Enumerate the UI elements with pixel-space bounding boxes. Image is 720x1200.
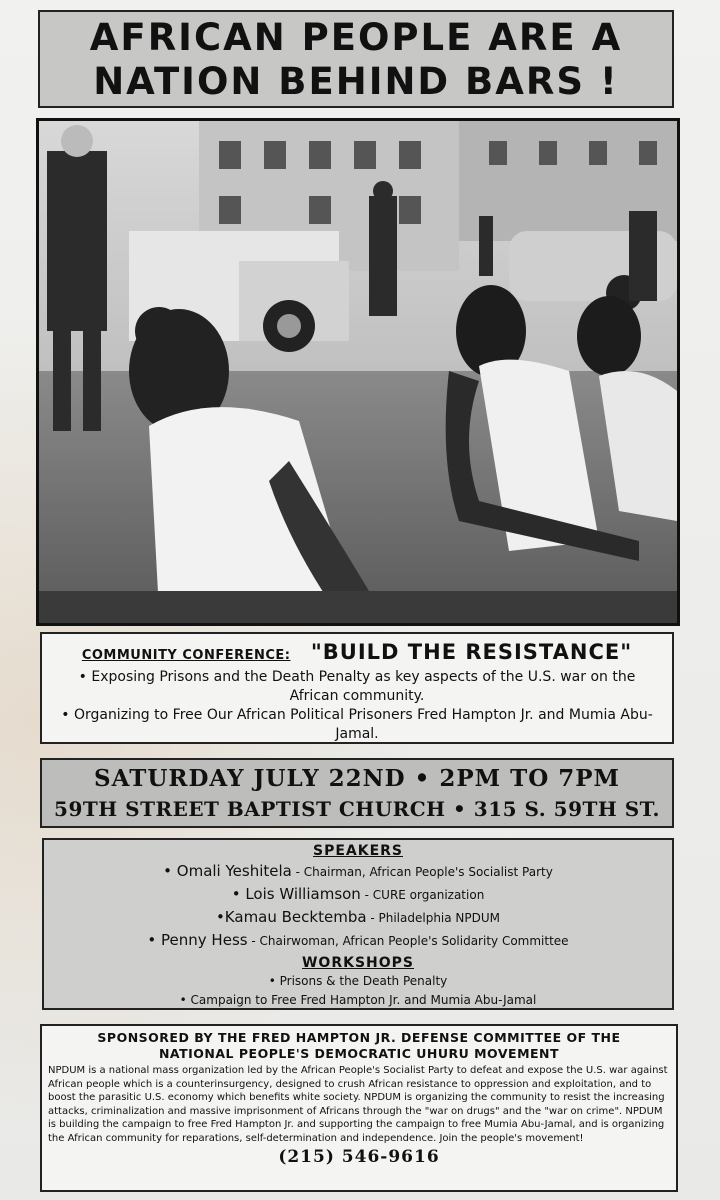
protest-photo — [36, 118, 680, 626]
event-location: 59TH STREET BAPTIST CHURCH • 315 S. 59TH ST. — [54, 797, 660, 821]
headline-line-2: NATION BEHIND BARS ! — [93, 60, 619, 103]
speaker-role: - Chairman, African People's Socialist Party — [291, 865, 553, 879]
headline-line-1: AFRICAN PEOPLE ARE A — [89, 16, 623, 59]
conference-label: COMMUNITY CONFERENCE: — [81, 648, 291, 663]
speaker-role: - CURE organization — [360, 888, 485, 902]
headline-box — [38, 10, 674, 108]
speakers-box — [42, 838, 674, 1010]
speaker-item — [44, 860, 672, 883]
speaker-role: - Philadelphia NPDUM — [366, 911, 501, 925]
sponsor-heading-1: SPONSORED BY THE FRED HAMPTON JR. DEFENSE COMMITTEE OF THE — [97, 1030, 621, 1045]
event-details-box — [40, 758, 674, 828]
conference-bullet: • Organizing to Free Our African Political Prisoners Fred Hampton Jr. and Mumia Abu-Jamal. — [61, 707, 653, 742]
workshop-item: • Prisons & the Death Penalty — [268, 974, 448, 988]
sponsor-box — [40, 1024, 678, 1192]
event-date-time: SATURDAY JULY 22ND • 2PM TO 7PM — [94, 765, 620, 792]
speaker-name: • Omali Yeshitela — [163, 862, 292, 880]
speaker-role: - Chairwoman, African People's Solidarity Committee — [247, 934, 569, 948]
conference-title: "BUILD THE RESISTANCE" — [310, 640, 633, 664]
speaker-item — [44, 883, 672, 906]
sponsor-heading-2: NATIONAL PEOPLE'S DEMOCRATIC UHURU MOVEMENT — [158, 1046, 560, 1061]
speaker-item — [44, 906, 672, 929]
speaker-name: • Lois Williamson — [231, 885, 361, 903]
speaker-item — [44, 929, 672, 952]
workshop-item: • Campaign to Free Fred Hampton Jr. and Mumia Abu-Jamal — [179, 993, 537, 1007]
sponsor-description: NPDUM is a national mass organization led by the African People's Socialist Party to defeat and expose the U.S. war against African people which is a counterinsurgency, designed to crush African resistance to oppression and exploitation, and to boost the parasitic U.S. economy which benefits white society. NPDUM is organizing the community to resist the increasing attacks, criminalization and massive imprisonment of Africans through the "war on drugs" and the "war on crime". NPDUM is building the campaign to free Fred Hampton Jr. and supporting the campaign to free Mumia Abu-Jamal, and is organizing the African community for reparations, self-determination and independence. Join the people's movement! — [48, 1065, 668, 1144]
speaker-name: •Kamau Becktemba — [215, 908, 367, 926]
photo-illustration — [39, 121, 677, 623]
speakers-heading: SPEAKERS — [312, 843, 404, 859]
contact-phone: (215) 546-9616 — [278, 1146, 440, 1167]
conference-box — [40, 632, 674, 744]
conference-bullet: • Exposing Prisons and the Death Penalty as key aspects of the U.S. war on the African community. — [78, 669, 636, 704]
workshops-heading: WORKSHOPS — [301, 955, 415, 971]
speaker-name: • Penny Hess — [147, 931, 248, 949]
